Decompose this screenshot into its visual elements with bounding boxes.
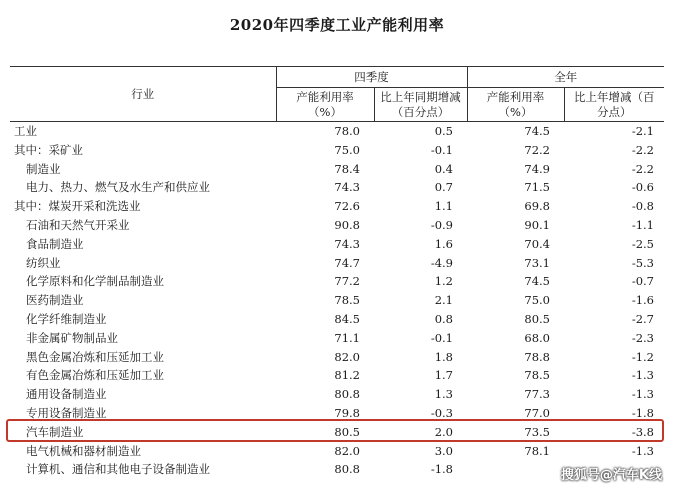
table-row <box>10 329 664 348</box>
header-q4-utilization <box>276 88 374 122</box>
row-year-change: -1.3 <box>631 387 654 402</box>
row-q4-change: -0.1 <box>430 330 453 345</box>
table-title: 2020年四季度工业产能利用率 <box>229 16 445 34</box>
row-q4-change: 2.0 <box>434 424 453 439</box>
header-full-year: 全年 <box>467 67 664 88</box>
row-year-change: -0.8 <box>631 199 654 214</box>
row-q4-utilization: 74.3 <box>334 236 360 251</box>
row-industry-name: 石油和天然气开采业 <box>26 217 130 232</box>
header-q4-utilization-label: 产能利用率 <box>296 89 354 104</box>
row-q4-utilization: 72.6 <box>334 199 360 214</box>
row-year-change: -2.2 <box>631 161 654 176</box>
row-industry-name: 食品制造业 <box>26 236 84 251</box>
row-industry-name: 有色金属冶炼和压延加工业 <box>26 368 164 383</box>
row-q4-change: -0.9 <box>430 217 453 232</box>
row-q4-utilization: 74.3 <box>334 180 360 195</box>
watermark: 搜狐号@汽车K线 <box>560 468 662 483</box>
header-q4-change-line1: 比上年同期增减 <box>380 89 461 104</box>
row-q4-change: 0.7 <box>434 180 453 195</box>
row-year-utilization: 71.5 <box>524 180 550 195</box>
row-q4-utilization: 78.0 <box>334 124 360 138</box>
row-q4-change: -0.3 <box>430 405 453 420</box>
row-q4-utilization: 80.8 <box>334 387 360 402</box>
header-year-change <box>564 88 664 122</box>
row-year-change: -2.5 <box>631 236 654 251</box>
row-industry-name: 电气机械和器材制造业 <box>26 443 141 458</box>
header-q4-change <box>374 88 467 122</box>
row-q4-change: 1.1 <box>434 199 453 214</box>
row-year-change: -1.3 <box>631 368 654 383</box>
row-industry-name: 计算机、通信和其他电子设备制造业 <box>26 462 210 477</box>
table-row <box>10 366 664 385</box>
table-row <box>10 216 664 235</box>
header-year-utilization-unit: （%） <box>498 104 533 119</box>
row-year-utilization: 73.5 <box>524 424 550 439</box>
header-q4-change-line2: （百分点） <box>391 104 450 119</box>
capacity-utilization-table <box>10 66 664 479</box>
row-industry-name: 工业 <box>14 124 37 138</box>
row-year-change: -5.3 <box>631 255 654 270</box>
row-industry-name: 电力、热力、燃气及水生产和供应业 <box>26 180 210 195</box>
row-year-change: -3.8 <box>631 424 654 439</box>
header-year-change-line1: 比上年增减（百 <box>574 89 655 104</box>
table-row <box>10 141 664 160</box>
row-year-utilization: 74.9 <box>524 161 550 176</box>
row-q4-utilization: 78.4 <box>334 161 360 176</box>
row-year-change: -2.2 <box>631 142 654 157</box>
row-industry-name: 化学原料和化学制品制造业 <box>26 274 164 289</box>
row-year-change: -2.1 <box>631 124 654 138</box>
header-q4: 四季度 <box>276 67 467 88</box>
row-q4-utilization: 84.5 <box>334 311 360 326</box>
header-q4-utilization-unit: （%） <box>308 104 342 119</box>
row-industry-name: 黑色金属冶炼和压延加工业 <box>26 349 164 364</box>
row-q4-utilization: 79.8 <box>334 405 360 420</box>
table-row <box>10 197 664 216</box>
row-year-utilization: 72.2 <box>524 142 550 157</box>
row-q4-change: -1.8 <box>430 462 453 477</box>
row-q4-change: 1.2 <box>434 274 453 289</box>
row-q4-change: 0.4 <box>434 161 453 176</box>
row-year-utilization: 75.0 <box>524 293 550 308</box>
row-q4-change: 2.1 <box>434 293 453 308</box>
row-year-utilization: 70.4 <box>524 236 550 251</box>
table-row <box>10 235 664 254</box>
highlight-box-auto-manufacturing <box>6 419 664 442</box>
row-q4-utilization: 78.5 <box>334 293 360 308</box>
row-industry-name: 其中：煤炭开采和洗选业 <box>14 199 141 214</box>
row-q4-utilization: 74.7 <box>334 255 360 270</box>
row-industry-name: 通用设备制造业 <box>26 387 107 402</box>
row-year-utilization: 74.5 <box>524 274 550 289</box>
row-year-utilization: 73.1 <box>524 255 550 270</box>
row-year-utilization: 80.5 <box>524 311 550 326</box>
row-industry-name: 非金属矿物制品业 <box>26 330 118 345</box>
row-q4-change: 3.0 <box>434 443 453 458</box>
row-q4-change: 1.8 <box>434 349 453 364</box>
row-q4-change: 0.8 <box>434 311 453 326</box>
table-row <box>10 385 664 404</box>
row-year-utilization: 90.1 <box>524 217 550 232</box>
row-year-change: -1.1 <box>631 217 654 232</box>
row-industry-name: 医药制造业 <box>26 293 84 308</box>
row-year-utilization: 74.5 <box>524 124 550 138</box>
table-row <box>10 254 664 273</box>
row-q4-change: 1.3 <box>434 387 453 402</box>
row-q4-utilization: 81.2 <box>334 368 360 383</box>
row-year-utilization: 77.3 <box>524 387 550 402</box>
row-industry-name: 纺织业 <box>26 255 61 270</box>
row-q4-change: -0.1 <box>430 142 453 157</box>
row-year-change: -1.8 <box>631 405 654 420</box>
row-year-utilization: 77.0 <box>524 405 550 420</box>
row-q4-utilization: 75.0 <box>334 142 360 157</box>
table-row <box>10 442 664 461</box>
row-year-change: -1.3 <box>631 443 654 458</box>
row-year-utilization <box>467 460 564 479</box>
table-row <box>10 178 664 197</box>
row-q4-utilization: 77.2 <box>334 274 360 289</box>
table-row <box>10 122 664 141</box>
row-year-utilization: 78.8 <box>524 349 550 364</box>
row-year-change: -2.7 <box>631 311 654 326</box>
row-q4-change: 1.6 <box>434 236 453 251</box>
row-q4-utilization: 82.0 <box>334 349 360 364</box>
row-year-utilization: 78.5 <box>524 368 550 383</box>
table-row <box>10 348 664 367</box>
row-year-change: -2.3 <box>631 330 654 345</box>
row-industry-name: 其中：采矿业 <box>14 142 83 157</box>
row-industry-name: 专用设备制造业 <box>26 405 107 420</box>
row-q4-change: 1.7 <box>434 368 453 383</box>
row-industry-name: 化学纤维制造业 <box>26 311 107 326</box>
table-row <box>10 291 664 310</box>
table-row <box>10 160 664 179</box>
row-year-change: -0.7 <box>631 274 654 289</box>
row-q4-utilization: 82.0 <box>334 443 360 458</box>
row-q4-utilization: 80.8 <box>334 462 360 477</box>
table-row <box>10 310 664 329</box>
header-industry: 行业 <box>10 67 276 122</box>
row-year-utilization: 68.0 <box>524 330 550 345</box>
row-q4-utilization: 90.8 <box>334 217 360 232</box>
row-q4-utilization: 71.1 <box>334 330 360 345</box>
row-industry-name: 汽车制造业 <box>26 424 84 439</box>
row-year-change: -1.2 <box>631 349 654 364</box>
header-year-utilization-label: 产能利用率 <box>486 89 545 104</box>
header-year-change-line2: 分点） <box>597 104 632 119</box>
row-q4-utilization: 80.5 <box>334 424 360 439</box>
table-row <box>10 272 664 291</box>
row-year-change: -1.6 <box>631 293 654 308</box>
row-q4-change: 0.5 <box>434 124 453 138</box>
row-year-utilization: 78.1 <box>524 443 550 458</box>
row-industry-name: 制造业 <box>26 161 61 176</box>
row-q4-change: -4.9 <box>430 255 453 270</box>
header-year-utilization <box>467 88 564 122</box>
row-year-change: -0.6 <box>631 180 654 195</box>
row-year-utilization: 69.8 <box>524 199 550 214</box>
